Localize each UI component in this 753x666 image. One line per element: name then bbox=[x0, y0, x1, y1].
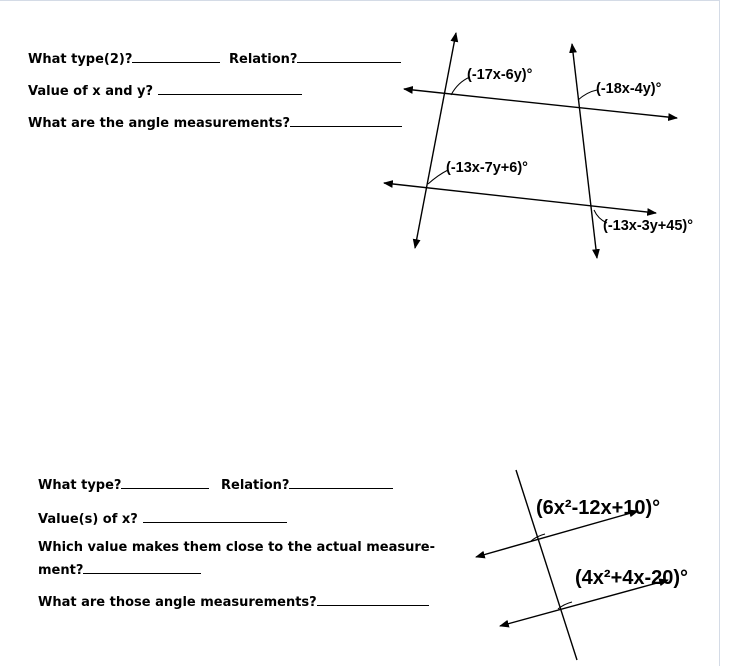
p2-close-question-line2: ment? bbox=[38, 561, 201, 580]
p2-angles-question: What are those angle measurements? bbox=[38, 593, 429, 612]
p2-diagram bbox=[476, 470, 688, 660]
p2-angle-label-top: (6x²-12x+10)° bbox=[536, 497, 661, 519]
p1-transversal-left bbox=[415, 33, 456, 248]
p2-relation-question: Relation? bbox=[221, 476, 393, 495]
p2-angle-label-bottom: (4x²+4x-20)° bbox=[575, 567, 689, 589]
p2-type-question: What type? bbox=[38, 476, 209, 495]
p2-values-question: Value(s) of x? bbox=[38, 510, 287, 529]
p1-transversal-right bbox=[572, 44, 597, 258]
p1-type-question: What type(2)? bbox=[28, 50, 220, 69]
p1-relation-question: Relation? bbox=[229, 50, 401, 69]
p1-angle-arc-bottom-left bbox=[428, 170, 448, 184]
p1-diagram bbox=[384, 33, 693, 258]
p1-angles-question: What are the angle measurements? bbox=[28, 114, 402, 133]
p1-angle-label-top-right: (-18x-4y)° bbox=[596, 81, 662, 97]
p1-angle-arc-top-right bbox=[578, 90, 597, 100]
p1-angle-label-bottom-right: (-13x-3y+45)° bbox=[603, 218, 694, 234]
p2-close-question-line1: Which value makes them close to the actual measure- bbox=[38, 540, 436, 555]
p1-values-question: Value of x and y? bbox=[28, 82, 302, 101]
p1-angle-label-top-left: (-17x-6y)° bbox=[467, 67, 533, 83]
p1-angle-label-bottom-left: (-13x-7y+6)° bbox=[446, 160, 528, 176]
